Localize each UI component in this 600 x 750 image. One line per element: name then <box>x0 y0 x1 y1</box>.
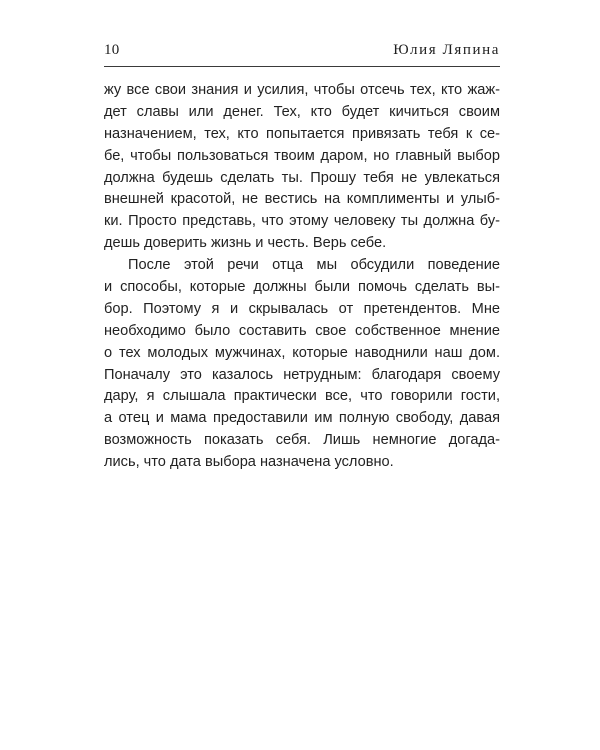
body-text <box>104 80 500 474</box>
text-line: необходимо было составить свое собственное мнение <box>104 322 500 339</box>
text-line: должна будешь сделать ты. Прошу тебя не увлекаться <box>104 169 500 186</box>
text-line: бор. Поэтому я и скрывалась от претендентов. Мне <box>104 300 500 317</box>
text-line: а отец и мама предоставили им полную свободу, давая <box>104 410 500 427</box>
text-line: возможность показать себя. Лишь немногие догада- <box>104 432 500 449</box>
author-name: Юлия Ляпина <box>393 42 500 58</box>
paragraph-1 <box>104 80 500 255</box>
page-number: 10 <box>104 42 120 58</box>
text-line: дет славы или денег. Тех, кто будет кичиться своим <box>104 103 500 120</box>
running-header <box>104 40 500 67</box>
text-line: ки. Просто представь, что этому человеку ты должна бу- <box>104 213 500 230</box>
text-line: дару, я слышала практически все, что говорили гости, <box>104 388 500 405</box>
text-line: жу все свои знания и усилия, чтобы отсечь тех, кто жаж- <box>104 82 500 98</box>
text-line: внешней красотой, не вестись на комплименты и улыб- <box>104 191 500 208</box>
paragraph-2 <box>104 255 500 474</box>
text-line: дешь доверить жизнь и честь. Верь себе. <box>104 235 387 252</box>
text-line: бе, чтобы пользоваться твоим даром, но главный выбор <box>104 147 500 164</box>
text-line: и способы, которые должны были помочь сделать вы- <box>104 279 500 296</box>
text-line: назначением, тех, кто попытается привязать тебя к се- <box>104 125 500 142</box>
text-line: Поначалу это казалось нетрудным: благодаря своему <box>104 366 500 383</box>
text-line: лись, что дата выбора назначена условно. <box>104 454 394 471</box>
text-line: После этой речи отца мы обсудили поведение <box>128 257 500 274</box>
text-line: о тех молодых мужчинах, которые наводнили наш дом. <box>104 344 500 361</box>
